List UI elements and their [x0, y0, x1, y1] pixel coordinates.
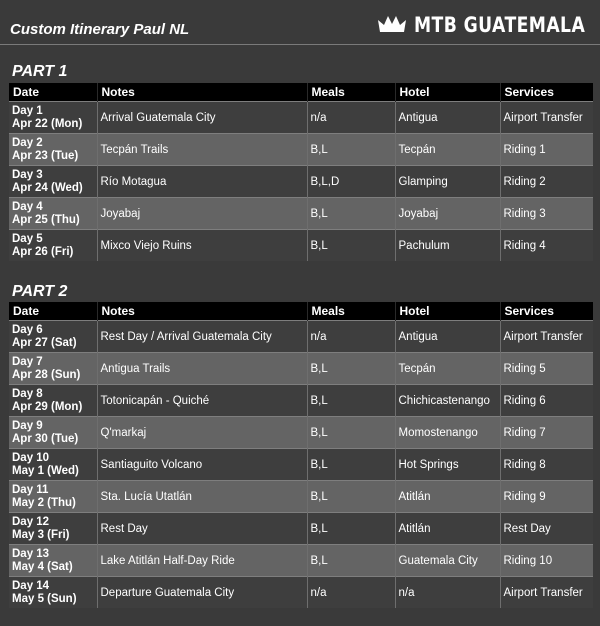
notes-cell: Joyabaj	[97, 198, 307, 230]
meals-cell: B,L	[307, 449, 395, 481]
services-cell: Riding 4	[500, 230, 593, 262]
table-row	[9, 134, 593, 166]
column-header: Services	[500, 83, 593, 102]
date-label: Apr 24 (Wed)	[12, 181, 83, 194]
hotel-cell: Antigua	[395, 321, 500, 353]
meals-cell: B,L	[307, 198, 395, 230]
table-row	[9, 545, 593, 577]
services-cell: Rest Day	[500, 513, 593, 545]
document-header	[0, 0, 600, 45]
date-cell	[9, 230, 97, 262]
brand-logo	[376, 12, 584, 38]
day-label: Day 12	[12, 515, 50, 528]
date-cell	[9, 417, 97, 449]
date-label: Apr 26 (Fri)	[12, 245, 74, 258]
meals-cell: B,L	[307, 230, 395, 262]
notes-cell: Totonicapán - Quiché	[97, 385, 307, 417]
hotel-cell: Atitlán	[395, 513, 500, 545]
column-header: Notes	[97, 302, 307, 321]
date-cell	[9, 545, 97, 577]
column-header: Meals	[307, 83, 395, 102]
services-cell: Riding 8	[500, 449, 593, 481]
date-label: Apr 22 (Mon)	[12, 117, 83, 130]
meals-cell: B,L,D	[307, 166, 395, 198]
hotel-cell: Glamping	[395, 166, 500, 198]
date-cell	[9, 481, 97, 513]
date-cell	[9, 385, 97, 417]
table-header-row	[9, 302, 593, 321]
table-row	[9, 481, 593, 513]
day-label: Day 9	[12, 419, 43, 432]
hotel-cell: Guatemala City	[395, 545, 500, 577]
brand-name: MTB GUATEMALA	[414, 13, 586, 37]
services-cell: Airport Transfer	[500, 102, 593, 134]
column-header: Services	[500, 302, 593, 321]
date-label: Apr 28 (Sun)	[12, 368, 81, 381]
column-header: Date	[9, 83, 97, 102]
day-label: Day 7	[12, 355, 43, 368]
date-label: Apr 25 (Thu)	[12, 213, 80, 226]
meals-cell: B,L	[307, 134, 395, 166]
table-row	[9, 321, 593, 353]
hotel-cell: Tecpán	[395, 353, 500, 385]
column-header: Hotel	[395, 302, 500, 321]
table-row	[9, 577, 593, 609]
meals-cell: n/a	[307, 577, 395, 609]
notes-cell: Arrival Guatemala City	[97, 102, 307, 134]
table-row	[9, 449, 593, 481]
day-label: Day 11	[12, 483, 49, 496]
meals-cell: B,L	[307, 385, 395, 417]
notes-cell: Q'markaj	[97, 417, 307, 449]
table-row	[9, 353, 593, 385]
services-cell: Riding 1	[500, 134, 593, 166]
part-2-table	[9, 302, 593, 608]
meals-cell: n/a	[307, 321, 395, 353]
day-label: Day 13	[12, 547, 50, 560]
notes-cell: Rest Day	[97, 513, 307, 545]
notes-cell: Sta. Lucía Utatlán	[97, 481, 307, 513]
services-cell: Riding 2	[500, 166, 593, 198]
column-header: Date	[9, 302, 97, 321]
services-cell: Riding 9	[500, 481, 593, 513]
meals-cell: B,L	[307, 417, 395, 449]
services-cell: Airport Transfer	[500, 321, 593, 353]
date-label: Apr 30 (Tue)	[12, 432, 79, 445]
part-2-title: PART 2	[12, 283, 68, 300]
column-header: Meals	[307, 302, 395, 321]
notes-cell: Tecpán Trails	[97, 134, 307, 166]
table-row	[9, 230, 593, 262]
day-label: Day 6	[12, 323, 43, 336]
part-1-table	[9, 83, 593, 261]
day-label: Day 5	[12, 232, 43, 245]
notes-cell: Mixco Viejo Ruins	[97, 230, 307, 262]
date-label: Apr 23 (Tue)	[12, 149, 79, 162]
date-cell	[9, 321, 97, 353]
meals-cell: B,L	[307, 353, 395, 385]
services-cell: Riding 5	[500, 353, 593, 385]
notes-cell: Rest Day / Arrival Guatemala City	[97, 321, 307, 353]
day-label: Day 3	[12, 168, 43, 181]
table-header-row	[9, 83, 593, 102]
hotel-cell: n/a	[395, 577, 500, 609]
date-cell	[9, 353, 97, 385]
date-label: May 3 (Fri)	[12, 528, 70, 541]
notes-cell: Río Motagua	[97, 166, 307, 198]
date-label: May 5 (Sun)	[12, 592, 77, 605]
table-row	[9, 198, 593, 230]
day-label: Day 8	[12, 387, 43, 400]
notes-cell: Antigua Trails	[97, 353, 307, 385]
part-1-title: PART 1	[12, 63, 68, 80]
hotel-cell: Hot Springs	[395, 449, 500, 481]
meals-cell: B,L	[307, 545, 395, 577]
date-cell	[9, 166, 97, 198]
date-label: May 2 (Thu)	[12, 496, 76, 509]
date-label: May 4 (Sat)	[12, 560, 73, 573]
services-cell: Riding 6	[500, 385, 593, 417]
day-label: Day 14	[12, 579, 50, 592]
meals-cell: n/a	[307, 102, 395, 134]
day-label: Day 1	[12, 104, 43, 117]
hotel-cell: Chichicastenango	[395, 385, 500, 417]
notes-cell: Departure Guatemala City	[97, 577, 307, 609]
services-cell: Airport Transfer	[500, 577, 593, 609]
hotel-cell: Pachulum	[395, 230, 500, 262]
table-row	[9, 513, 593, 545]
hotel-cell: Tecpán	[395, 134, 500, 166]
day-label: Day 10	[12, 451, 50, 464]
meals-cell: B,L	[307, 513, 395, 545]
document-title: Custom Itinerary Paul NL	[10, 21, 190, 38]
column-header: Hotel	[395, 83, 500, 102]
notes-cell: Lake Atitlán Half-Day Ride	[97, 545, 307, 577]
column-header: Notes	[97, 83, 307, 102]
crown-icon	[376, 14, 408, 36]
date-cell	[9, 134, 97, 166]
date-cell	[9, 449, 97, 481]
date-label: Apr 27 (Sat)	[12, 336, 77, 349]
date-label: May 1 (Wed)	[12, 464, 79, 477]
meals-cell: B,L	[307, 481, 395, 513]
table-row	[9, 417, 593, 449]
hotel-cell: Antigua	[395, 102, 500, 134]
day-label: Day 2	[12, 136, 43, 149]
table-row	[9, 385, 593, 417]
hotel-cell: Atitlán	[395, 481, 500, 513]
notes-cell: Santiaguito Volcano	[97, 449, 307, 481]
services-cell: Riding 7	[500, 417, 593, 449]
table-row	[9, 102, 593, 134]
services-cell: Riding 3	[500, 198, 593, 230]
date-cell	[9, 198, 97, 230]
hotel-cell: Momostenango	[395, 417, 500, 449]
date-cell	[9, 577, 97, 609]
date-cell	[9, 513, 97, 545]
services-cell: Riding 10	[500, 545, 593, 577]
day-label: Day 4	[12, 200, 43, 213]
date-label: Apr 29 (Mon)	[12, 400, 83, 413]
date-cell	[9, 102, 97, 134]
hotel-cell: Joyabaj	[395, 198, 500, 230]
table-row	[9, 166, 593, 198]
